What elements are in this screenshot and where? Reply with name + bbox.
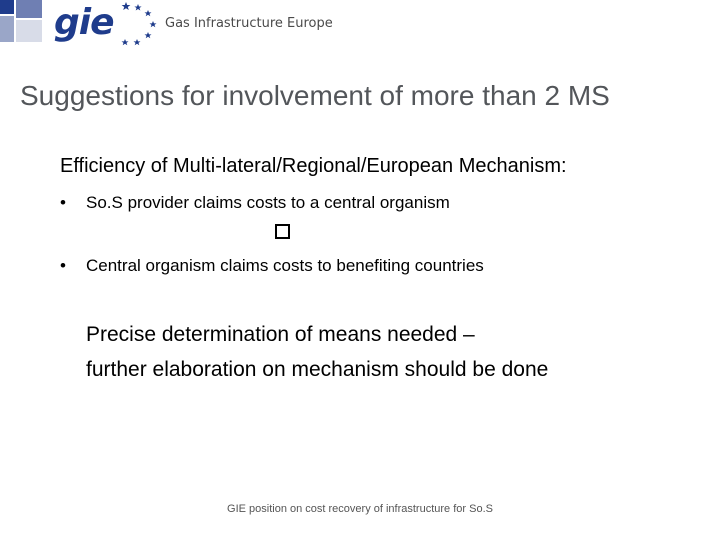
logo-squares: [0, 0, 44, 44]
paragraph-line: further elaboration on mechanism should be done: [86, 358, 549, 381]
bullet-marker: •: [60, 256, 66, 275]
slide-title: Suggestions for involvement of more than 2 MS: [20, 80, 610, 111]
logo-square: [0, 16, 14, 42]
bullet-text: So.S provider claims costs to a central organism: [86, 193, 450, 212]
slide-footer: GIE position on cost recovery of infrastructure for So.S: [227, 503, 493, 515]
eu-stars-icon: [96, 0, 166, 46]
logo-wordmark: gie: [54, 2, 114, 43]
arrow-icon: [275, 224, 290, 239]
logo-square: [16, 20, 42, 42]
slide-subtitle: Efficiency of Multi-lateral/Regional/European Mechanism:: [60, 155, 567, 177]
bullet-text: Central organism claims costs to benefiting countries: [86, 256, 484, 275]
logo-square: [16, 0, 42, 18]
bullet-marker: •: [60, 193, 66, 212]
paragraph-line: Precise determination of means needed –: [86, 323, 475, 346]
bullet-item: [60, 193, 450, 213]
bullet-item: [60, 256, 484, 276]
logo-square: [0, 0, 14, 14]
logo-tagline: Gas Infrastructure Europe: [165, 16, 333, 31]
conclusion-paragraph: [86, 317, 548, 387]
